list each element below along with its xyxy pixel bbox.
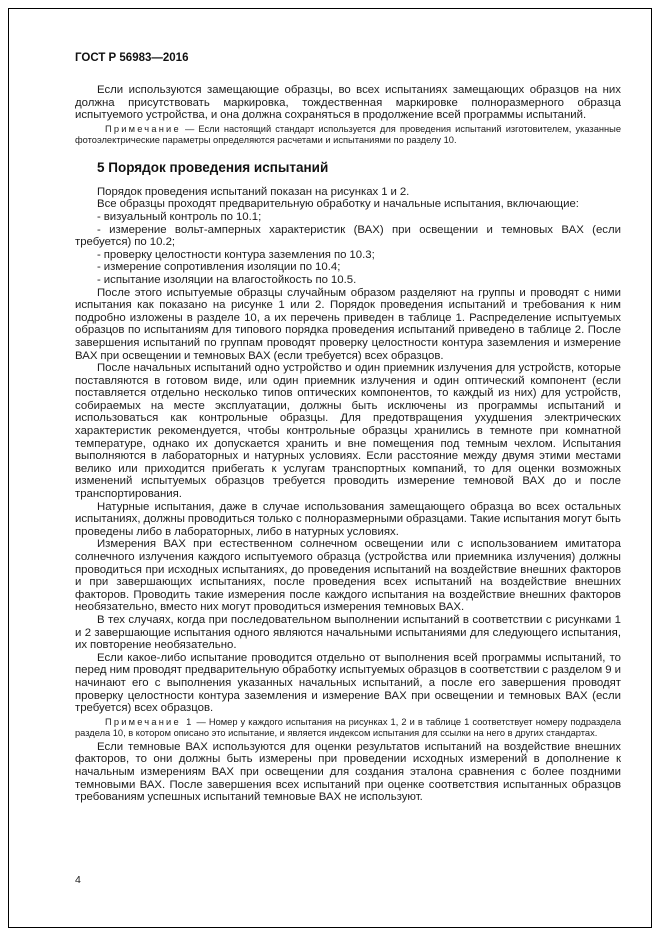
paragraph-field-tests: Натурные испытания, даже в случае использования замещающего образца во всех остальных испытаниях, должны проводиться только с полноразмерными образцами. Такие испытания могут быть проведены либо в лабораторных, либо в натурных условиях. [75,500,621,538]
note-2-text: — Номер у каждого испытания на рисунках 1, 2 и в таблице 1 соответствует номеру подраздела раздела 10, в котором описано это испытание, и является индексом испытания для ссылки на него в других стандартах. [75,716,621,738]
document-title: ГОСТ Р 56983—2016 [75,52,189,64]
list-item: - измерение вольт-амперных характеристик (ВАХ) при освещении и темновых ВАХ (если требуется) по 10.2; [75,223,621,249]
paragraph-order-shown: Порядок проведения испытаний показан на рисунках 1 и 2. [97,185,410,198]
paragraph-iv-measurements: Измерения ВАХ при естественном солнечном освещении или с использованием имитатора солнечного излучения каждого испытуемого образца (устройства или приемника излучения) должны проводиться при исходных испытаниях, до проведения испытаний на воздействие внешних факторов и при завершающих испытаниях, после проведения всех испытаний на воздействие внешних факторов. Проводить такие измерения после каждого испытания на воздействие внешних факторов необязательно, вместо них могут проводиться измерения темновых ВАХ. [75,538,621,614]
paragraph-sequential: В тех случаях, когда при последовательном выполнении испытаний в соответствии с рисунками 1 и 2 завершающие испытания одного являются начальными испытаниями для следующего испытания, их повторение необязательно. [75,613,621,652]
note-2-label: Примечание 1 [105,716,194,727]
paragraph-grouping: После этого испытуемые образцы случайным образом разделяют на группы и проводят с ними испытания как показано на рисунке 1 или 2. Порядок проведения испытаний и требования к ним подробно изложены в разделе 10, а их перечень приведен в таблице 1. Распределение испытуемых образцов по испытаниям для типового порядка проведения испытаний приведено в таблице 2. После завершения испытаний по группам проводят проверку целостности контура заземления и измерение ВАХ при освещении и темновых ВАХ (если требуется) всех образцов. [75,286,621,362]
page-content [75,52,621,804]
paragraph-marking: Если используются замещающие образцы, во всех испытаниях замещающих образцов на них должна присутствовать маркировка, тождественная маркировке полноразмерного образца испытуемого устройства, и она должна сохраняться в продолжение всей программы испытаний. [75,84,621,122]
paragraph-control-samples: После начальных испытаний одно устройство и один приемник излучения для устройств, которые поставляются в готовом виде, или один приемник излучения и один оптический компонент (если поставляется отдельно несколько типов оптических компонентов, то каждый из них) для устройств, собираемых на месте эксплуатации, должны быть исключены из программы испытаний и использоваться как контрольные образцы. Для предотвращения ухудшения электрических характеристик рекомендуется, чтобы контрольные образцы хранились в темноте при комнатной температуре, однако их допускается хранить и вне помещения под темным чехлом. Испытания выполняются в лабораторных и натурных условиях. Если расстояние между двумя этими местами велико или приходится прибегать к услугам транспортных компаний, то для оценки возможных изменений испытуемых образцов требуется проводить измерение темновой ВАХ до и после транспортирования. [75,362,621,501]
paragraph-separate-test: Если какое-либо испытание проводится отдельно от выполнения всей программы испытаний, то перед ним проводят предварительную обработку испытуемых образцов в соответствии с разделом 9 и начинают его с выполнения указанных начальных испытаний, а после его завершения проводят проверку целостности контура заземления и измерение ВАХ при освещении и темновых ВАХ (если требуется) всех образцов. [75,651,621,715]
paragraph-pretreatment-intro: Все образцы проходят предварительную обработку и начальные испытания, включающие: [97,198,579,211]
note-1-text: — Если настоящий стандарт используется для проведения испытаний изготовителем, указанные фотоэлектрические параметры определяются расчетами и испытаниями по разделу 10. [75,123,621,145]
list-item: - измерение сопротивления изоляции по 10.4; [97,261,341,274]
list-item: - проверку целостности контура заземления по 10.3; [97,248,375,261]
note-1 [75,124,621,146]
page-number: 4 [75,874,81,886]
list-item: - визуальный контроль по 10.1; [97,210,262,223]
note-1-label: Примечание [105,123,181,134]
note-2 [75,717,621,739]
paragraph-dark-iv: Если темновые ВАХ используются для оценки результатов испытаний на воздействие внешних факторов, то они должны быть измерены при проведении исходных измерений в дополнение к начальным измерениям ВАХ при освещении для создания эталона сравнения с более поздними темновыми ВАХ. После завершения всех испытаний при оценке соответствия испытанных образцов требованиям успешных испытаний темновые ВАХ не используют. [75,740,621,804]
section-heading: 5 Порядок проведения испытаний [97,159,329,175]
list-item: - испытание изоляции на влагостойкость по 10.5. [97,273,357,286]
